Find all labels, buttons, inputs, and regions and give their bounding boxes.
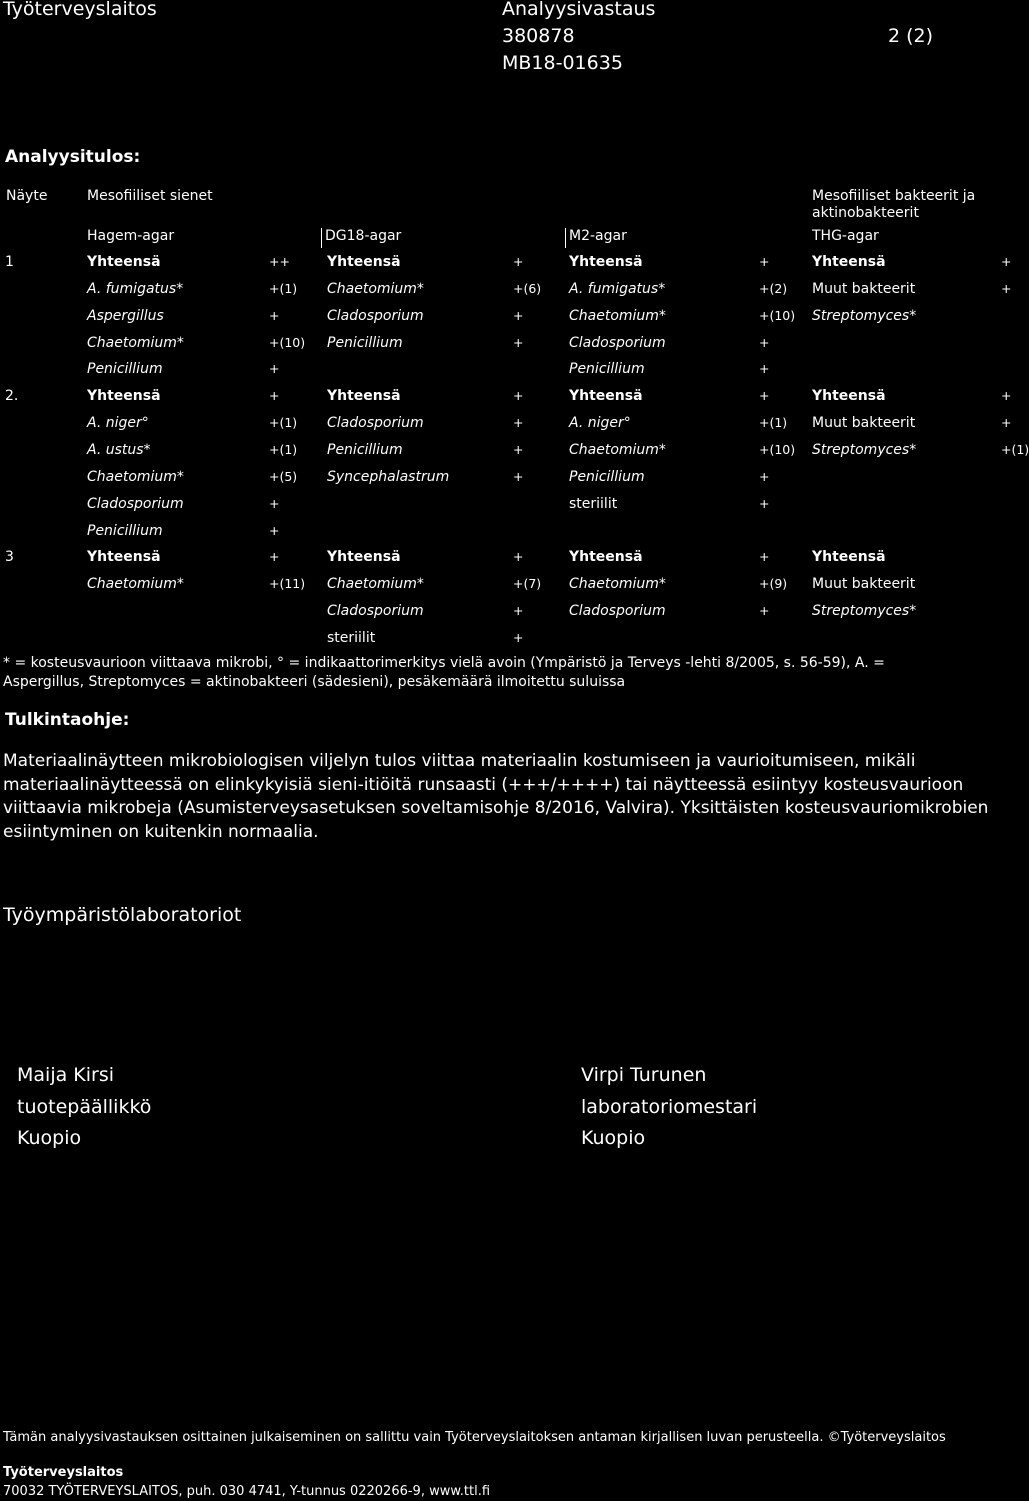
footer-org: Työterveyslaitos xyxy=(3,1465,124,1480)
result-value: + xyxy=(513,388,524,404)
document-number: 380878 xyxy=(502,25,575,47)
total-label: Yhteensä xyxy=(87,549,161,566)
result-value: +(6) xyxy=(513,280,542,296)
lab-name: Työympäristölaboratoriot xyxy=(3,904,242,926)
result-value: + xyxy=(759,361,770,377)
footer-notice: Tämän analyysivastauksen osittainen julkaiseminen on sallittu vain Työterveyslaitoksen antaman kirjallisen luvan perusteella. ©Työterveyslaitos xyxy=(3,1430,946,1445)
organism-name: Chaetomium* xyxy=(327,280,424,297)
total-label: Yhteensä xyxy=(569,388,643,405)
result-value: +(1) xyxy=(269,415,298,431)
result-value: + xyxy=(759,388,770,404)
total-label: Yhteensä xyxy=(327,254,401,270)
result-value: + xyxy=(269,495,280,511)
organism-name: Muut bakteerit xyxy=(812,576,916,593)
organism-name: Penicillium xyxy=(87,361,163,378)
footnote-line-2: Aspergillus, Streptomyces = aktinobakteeri (sädesieni), pesäkemäärä ilmoitettu suluissa xyxy=(3,674,626,690)
organism-name: Penicillium xyxy=(327,334,403,351)
organism-name: Chaetomium* xyxy=(569,307,666,324)
result-value: + xyxy=(269,388,280,404)
medium-m2: M2-agar xyxy=(569,228,627,244)
result-value: +(2) xyxy=(759,280,788,296)
result-value: +(10) xyxy=(759,307,796,323)
result-value: +(9) xyxy=(759,576,788,592)
result-value: + xyxy=(513,441,524,457)
result-value: +(10) xyxy=(269,334,306,350)
result-value: +(5) xyxy=(269,468,298,484)
medium-dg18: DG18-agar xyxy=(325,228,402,244)
result-value: + xyxy=(269,522,280,538)
organism-name: Cladosporium xyxy=(327,603,424,620)
total-label: Yhteensä xyxy=(327,549,401,566)
organism-name: Streptomyces* xyxy=(812,441,917,458)
result-value: +(10) xyxy=(759,441,796,457)
organism-name: Muut bakteerit xyxy=(812,415,916,432)
signer-1-city: Kuopio xyxy=(17,1127,82,1149)
result-value: + xyxy=(1001,280,1012,296)
signer-2-name: Virpi Turunen xyxy=(581,1064,707,1086)
result-value: + xyxy=(759,468,770,484)
result-value: + xyxy=(513,307,524,323)
result-value: +(7) xyxy=(513,576,542,592)
sample-label: 3 xyxy=(5,549,14,566)
signer-1-name: Maija Kirsi xyxy=(17,1064,115,1086)
organism-name: Chaetomium* xyxy=(87,468,184,485)
organism-name: Streptomyces* xyxy=(812,307,917,324)
result-value: +(1) xyxy=(269,441,298,457)
organism-name: A. ustus* xyxy=(87,441,151,458)
result-value: + xyxy=(513,415,524,431)
column-divider xyxy=(321,228,322,248)
total-label: Yhteensä xyxy=(87,388,161,405)
organism-name: Chaetomium* xyxy=(327,576,424,593)
result-value: + xyxy=(513,549,524,565)
total-label: Yhteensä xyxy=(87,254,161,270)
document-type: Analyysivastaus xyxy=(502,0,656,20)
org-name: Työterveyslaitos xyxy=(3,0,157,20)
result-value: + xyxy=(759,549,770,565)
organism-name: Cladosporium xyxy=(569,334,666,351)
organism-name: Chaetomium* xyxy=(569,576,666,593)
organism-name: Penicillium xyxy=(569,361,645,378)
result-value: + xyxy=(513,468,524,484)
reference-number: MB18-01635 xyxy=(502,52,623,74)
organism-name: steriilit xyxy=(327,629,376,646)
result-value: + xyxy=(513,603,524,619)
signer-2-title: laboratoriomestari xyxy=(581,1096,758,1118)
result-value: +(11) xyxy=(269,576,306,592)
result-value: + xyxy=(269,549,280,565)
result-value: + xyxy=(1001,388,1012,404)
organism-name: Syncephalastrum xyxy=(327,468,450,485)
total-label: Yhteensä xyxy=(812,549,886,566)
column-divider xyxy=(565,228,566,248)
organism-name: Aspergillus xyxy=(87,307,164,324)
result-value: + xyxy=(513,254,524,269)
organism-name: Penicillium xyxy=(569,468,645,485)
organism-name: A. fumigatus* xyxy=(87,280,184,297)
result-value: + xyxy=(269,361,280,377)
organism-name: Streptomyces* xyxy=(812,603,917,620)
sample-label: 2. xyxy=(5,388,19,405)
guidance-text: Materiaalinäytteen mikrobiologisen viljelyn tulos viittaa materiaalin kostumiseen ja vaurioitumiseen, mikäli materiaalinäytteessä on elinkykyisiä sieni-itiöitä runsaasti (+++/++++) tai näytteessä esiintyy kosteusvaurioon viittaavia mikrobeja (Asumisterveysasetuksen soveltamisohje 8/2016, Valvira). Yksittäisten kosteusvauriomikrobien esiintyminen on kuitenkin normaalia. xyxy=(3,751,989,842)
organism-name: A. niger° xyxy=(87,415,149,432)
result-value: +(1) xyxy=(1001,441,1029,457)
total-label: Yhteensä xyxy=(569,549,643,566)
medium-thg: THG-agar xyxy=(812,228,879,244)
organism-name: Muut bakteerit xyxy=(812,280,916,297)
signer-1-title: tuotepäällikkö xyxy=(17,1096,152,1118)
result-value: +(1) xyxy=(269,280,298,296)
organism-name: Cladosporium xyxy=(569,603,666,620)
guidance-heading: Tulkintaohje: xyxy=(5,710,130,730)
result-value: ++ xyxy=(269,254,290,269)
column-fungi: Mesofiiliset sienet xyxy=(87,188,213,204)
page-number: 2 (2) xyxy=(888,25,934,47)
organism-name: A. fumigatus* xyxy=(569,280,666,297)
organism-name: Cladosporium xyxy=(327,415,424,432)
result-value: + xyxy=(1001,415,1012,431)
result-value: + xyxy=(759,254,770,269)
organism-name: Cladosporium xyxy=(87,495,184,512)
organism-name: Chaetomium* xyxy=(87,576,184,593)
footer-address: 70032 TYÖTERVEYSLAITOS, puh. 030 4741, Y-tunnus 0220266-9, www.ttl.fi xyxy=(3,1484,491,1499)
total-label: Yhteensä xyxy=(569,254,643,270)
result-value: + xyxy=(1001,254,1012,269)
organism-name: A. niger° xyxy=(569,415,631,432)
organism-name: Chaetomium* xyxy=(87,334,184,351)
medium-hagem: Hagem-agar xyxy=(87,228,175,244)
results-heading: Analyysitulos: xyxy=(5,147,141,167)
result-value: + xyxy=(513,629,524,645)
organism-name: Penicillium xyxy=(327,441,403,458)
organism-name: steriilit xyxy=(569,495,618,512)
total-label: Yhteensä xyxy=(812,388,886,405)
total-label: Yhteensä xyxy=(327,388,401,405)
organism-name: Chaetomium* xyxy=(569,441,666,458)
column-bacteria-2: aktinobakteerit xyxy=(812,205,919,221)
column-bacteria: Mesofiiliset bakteerit ja xyxy=(812,188,976,204)
sample-label: 1 xyxy=(5,254,14,270)
result-value: + xyxy=(513,334,524,350)
result-value: + xyxy=(759,603,770,619)
result-value: + xyxy=(269,307,280,323)
result-value: + xyxy=(759,495,770,511)
organism-name: Penicillium xyxy=(87,522,163,539)
total-label: Yhteensä xyxy=(812,254,886,270)
result-value: +(1) xyxy=(759,415,788,431)
footnote-line-1: * = kosteusvaurioon viittaava mikrobi, ° = indikaattorimerkitys vielä avoin (Ympäristö ja Terveys -lehti 8/2005, s. 56-59), A. = xyxy=(3,655,885,671)
signer-2-city: Kuopio xyxy=(581,1127,646,1149)
column-sample: Näyte xyxy=(6,188,48,204)
result-value: + xyxy=(759,334,770,350)
organism-name: Cladosporium xyxy=(327,307,424,324)
